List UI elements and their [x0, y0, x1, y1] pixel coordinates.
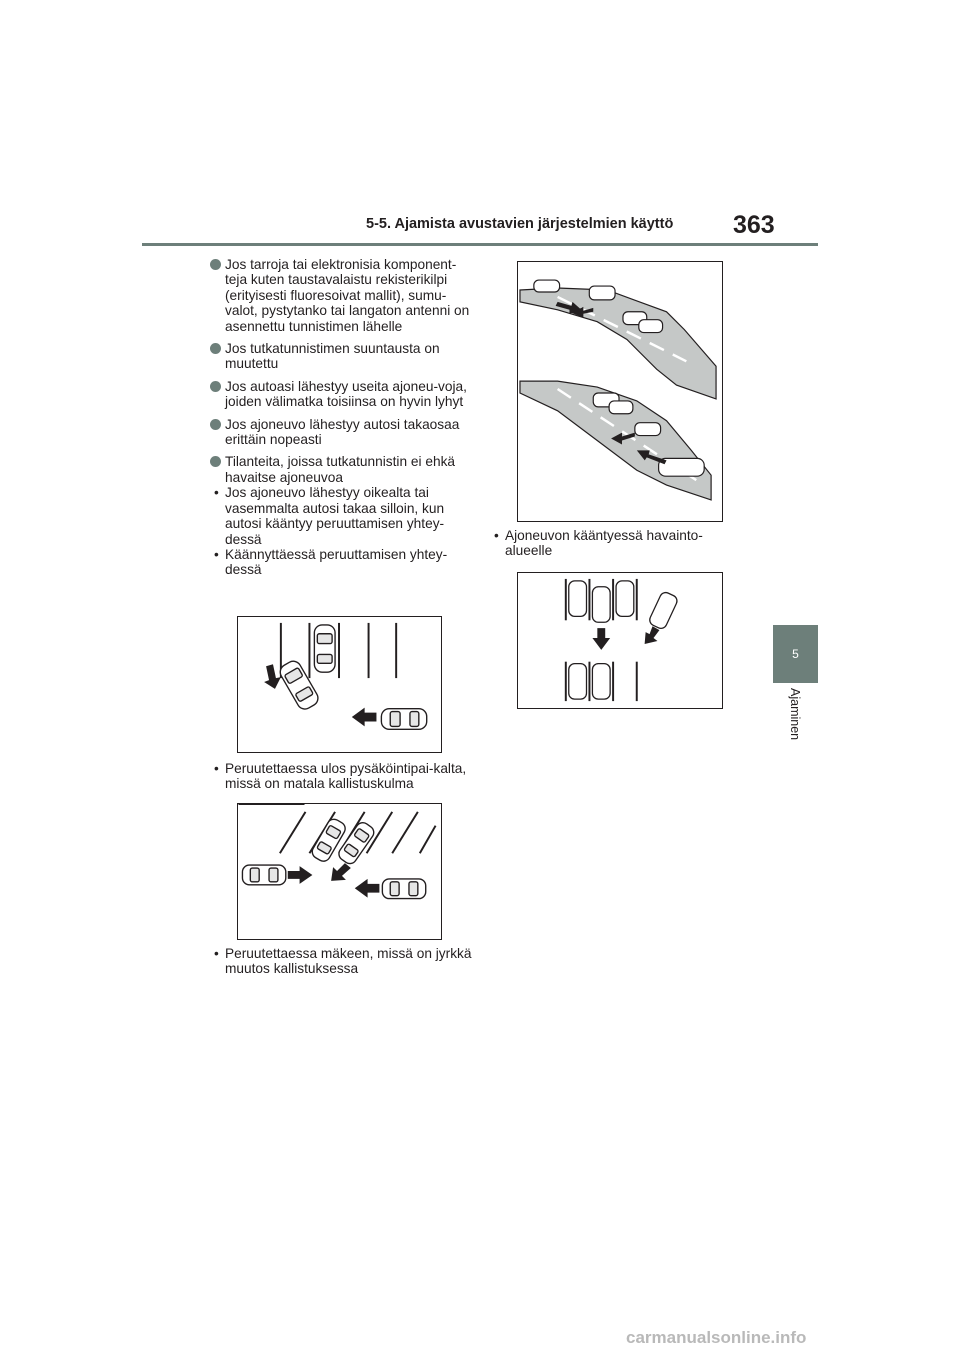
bullet-dot-icon: [210, 419, 221, 430]
arrow-down-icon: [592, 628, 610, 650]
figure-reverse-turn: [237, 616, 442, 753]
arrow-left-icon: [352, 708, 377, 727]
chapter-tab[interactable]: [773, 625, 818, 683]
figure-angled-parking: [237, 803, 442, 940]
car-icon: [569, 581, 587, 616]
sub-item: • Jos ajoneuvo lähestyy oikealta tai vasemmalta autosi takaa silloin, kun autosi kääntyy peruuttamisen yhtey-dessä: [214, 485, 445, 547]
caption-fig4: • Ajoneuvon kääntyessä havainto-alueelle: [494, 528, 703, 559]
bullet-dot-icon: [210, 456, 221, 467]
car-icon: [592, 587, 610, 622]
page-number: 363: [733, 211, 775, 239]
arrow-down-left-icon: [331, 863, 351, 881]
bullet-item: Tilanteita, joissa tutkatunnistin ei ehkä havaitse ajoneuvoa: [210, 454, 475, 485]
header-rule: [142, 243, 818, 246]
car-icon: [242, 865, 285, 885]
parking-turn-illustration: [238, 617, 441, 752]
arrow-down-icon: [264, 664, 281, 689]
bullet-dot-icon: [210, 381, 221, 392]
caption-fig2: • Peruutettaessa ulos pysäköintipai-kalta, missä on matala kallistuskulma: [214, 761, 467, 792]
car-icon: [639, 320, 663, 333]
car-icon: [534, 280, 560, 292]
caption-fig3: • Peruutettaessa mäkeen, missä on jyrkkä muutos kallistuksessa: [214, 946, 472, 977]
arrow-left-icon: [355, 879, 380, 898]
bullet-item: Jos tarroja tai elektronisia komponent-teja kuten taustavalaistu rekisterikilpi (erityisesti fluoresoivat mallit), sumu-valot, pystytanko tai langaton antenni on asennettu tunnistimen lähelle: [210, 257, 475, 334]
slope-road-illustration: [518, 262, 722, 521]
bullet-dot-icon: [210, 343, 221, 354]
car-icon: [648, 591, 679, 631]
watermark: carmanualsonline.info: [626, 1328, 807, 1347]
sub-item: • Käännyttäessä peruuttamisen yhtey-dessä: [214, 546, 448, 578]
arrow-right-icon: [288, 866, 313, 884]
car-icon: [609, 401, 633, 414]
arrow-down-left-icon: [645, 626, 660, 644]
car-icon: [592, 664, 610, 699]
car-icon: [314, 625, 335, 672]
bullet-item: Jos autoasi lähestyy useita ajoneu-voja, joiden välimatka toisiinsa on hyvin lyhyt: [210, 379, 475, 410]
figure-slope: [517, 261, 723, 522]
chapter-name: Ajaminen: [788, 688, 802, 741]
left-column: [210, 257, 475, 578]
chapter-number: 5: [792, 647, 799, 661]
bullet-item: Jos tutkatunnistimen suuntausta on muutettu: [210, 341, 475, 372]
car-icon: [589, 286, 615, 300]
car-icon: [382, 879, 425, 899]
figure-detection-area: [517, 572, 723, 709]
bullet-dot-icon: [210, 259, 221, 270]
car-icon: [569, 664, 587, 699]
angled-parking-illustration: [238, 804, 441, 939]
car-icon: [381, 709, 426, 730]
detection-area-illustration: [518, 573, 722, 708]
bullet-item: Jos ajoneuvo lähestyy autosi takaosaa erittäin nopeasti: [210, 417, 475, 448]
car-icon: [635, 423, 661, 436]
section-title: 5-5. Ajamista avustavien järjestelmien käyttö: [366, 216, 674, 232]
car-icon: [616, 581, 634, 616]
